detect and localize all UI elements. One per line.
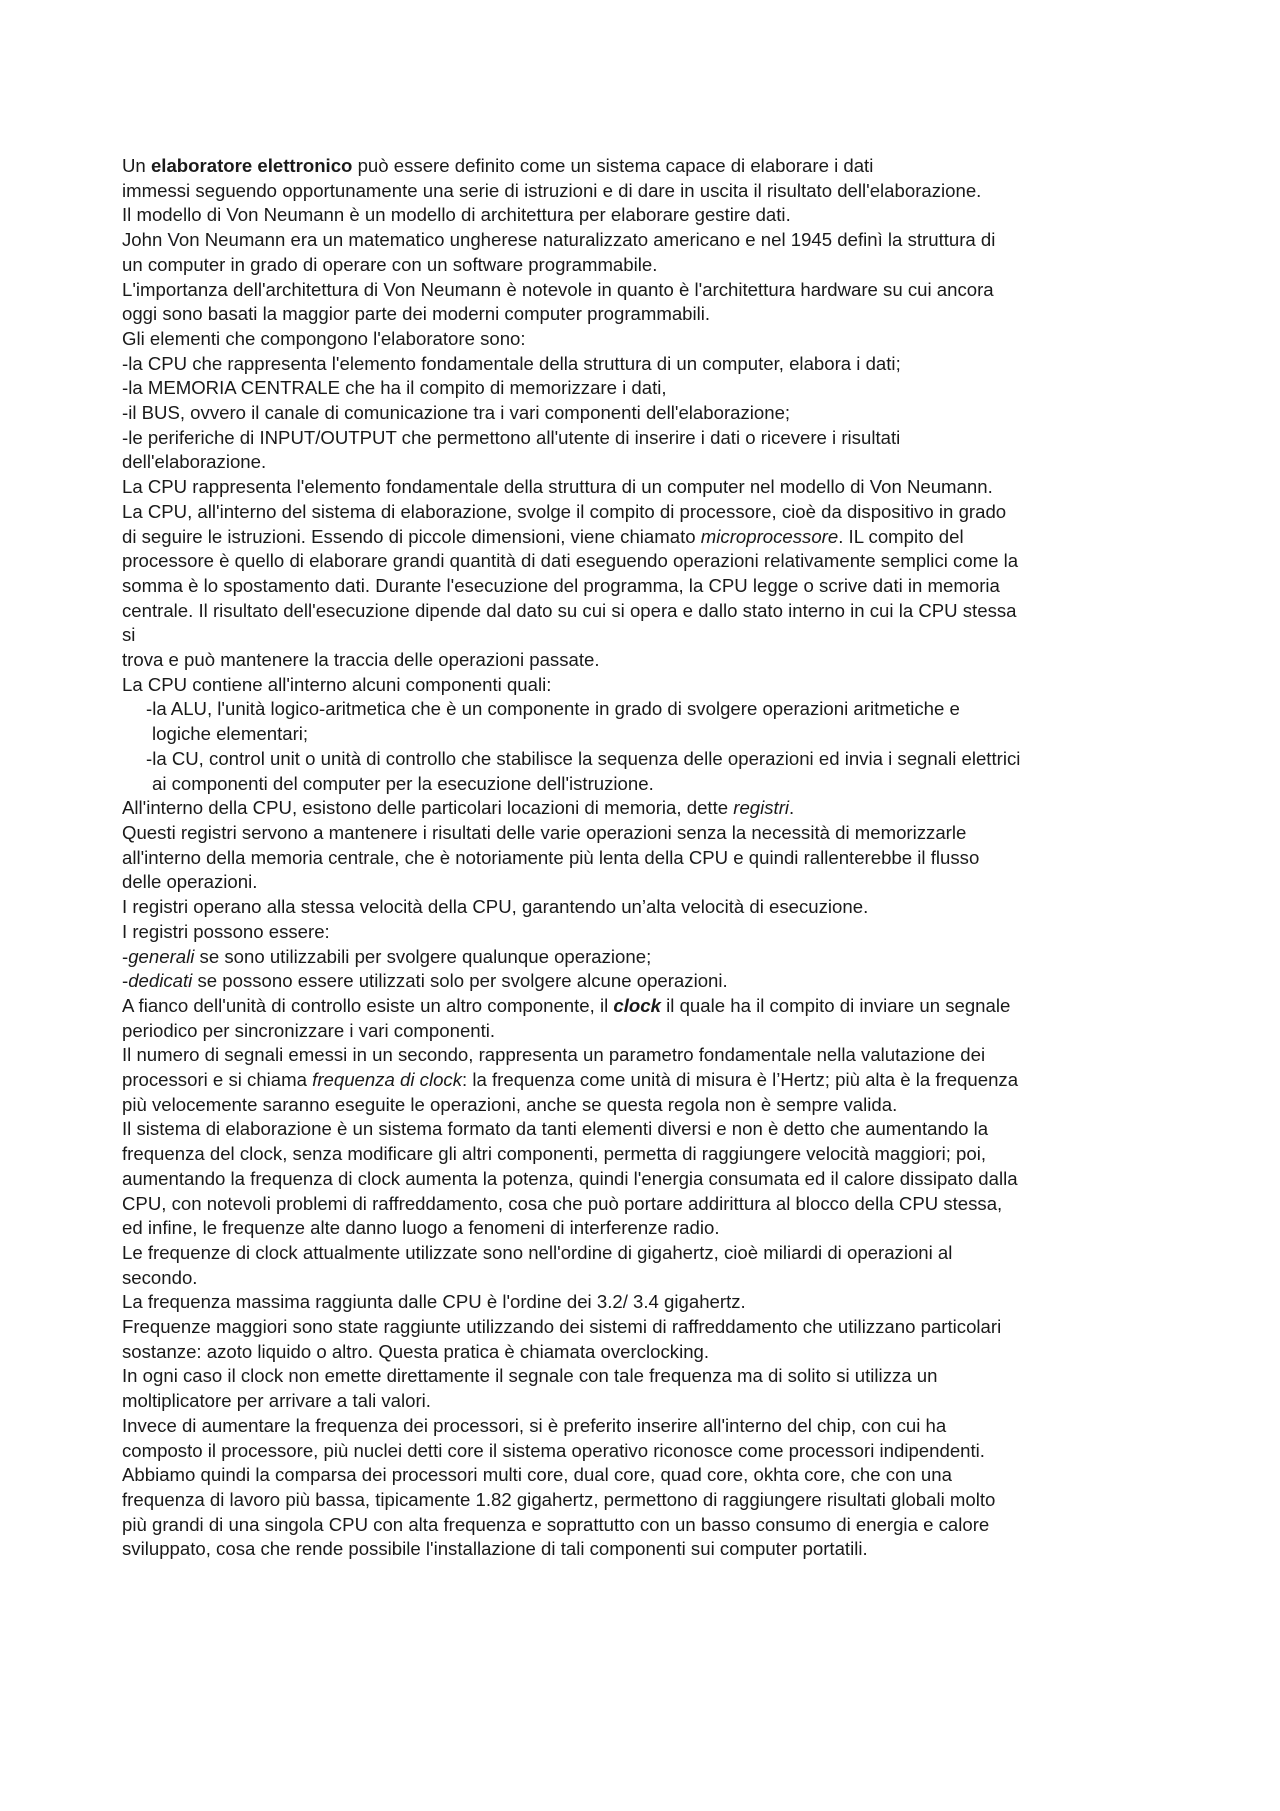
text-line: Il numero di segnali emessi in un secondo, rappresenta un parametro fondamentale nella valutazione dei <box>122 1044 986 1066</box>
text-line: La CPU rappresenta l'elemento fondamentale della struttura di un computer nel modello di Von Neumann. <box>122 476 993 498</box>
text-line: secondo. <box>122 1266 198 1288</box>
text-line: logiche elementari; <box>152 723 309 745</box>
text-line: Frequenze maggiori sono state raggiunte utilizzando dei sistemi di raffreddamento che utilizzano particolari <box>122 1316 1002 1338</box>
text-line: ed infine, le frequenze alte danno luogo a fenomeni di interferenze radio. <box>122 1217 720 1239</box>
text-run: di seguire le istruzioni. Essendo di piccole dimensioni, viene chiamato <box>122 525 701 547</box>
text-line: processore è quello di elaborare grandi quantità di dati eseguendo operazioni relativamente semplici come la <box>122 550 1019 572</box>
text-line: composto il processore, più nuclei detti core il sistema operativo riconosce come processori indipendenti. <box>122 1439 985 1461</box>
text-line: ai componenti del computer per la esecuzione dell'istruzione. <box>152 772 654 794</box>
text-run: : la frequenza come unità di misura è l’Hertz; più alta è la frequenza <box>462 1069 1019 1091</box>
text-line: John Von Neumann era un matematico ungherese naturalizzato americano e nel 1945 definì la struttura di <box>122 229 996 251</box>
text-line: -la CU, control unit o unità di controllo che stabilisce la sequenza delle operazioni ed invia i segnali elettrici <box>146 747 1021 769</box>
italic-term: dedicati <box>128 970 193 992</box>
text-line: più velocemente saranno eseguite le operazioni, anche se questa regola non è sempre valida. <box>122 1093 898 1115</box>
text-line: Abbiamo quindi la comparsa dei processori multi core, dual core, quad core, okhta core, che con una <box>122 1464 952 1486</box>
bold-italic-term: clock <box>613 994 661 1016</box>
bold-term <box>613 995 661 1016</box>
text-run: se possono essere utilizzati solo per svolgere alcune operazioni. <box>192 970 728 992</box>
text-line: Invece di aumentare la frequenza dei processori, si è preferito inserire all'interno del chip, con cui ha <box>122 1414 947 1436</box>
text-line: -il BUS, ovvero il canale di comunicazione tra i vari componenti dell'elaborazione; <box>122 402 791 424</box>
text-run: - <box>122 945 129 967</box>
text-line: -la MEMORIA CENTRALE che ha il compito di memorizzare i dati, <box>122 377 667 399</box>
italic-term: frequenza di clock <box>312 1069 463 1091</box>
text-line: si <box>122 624 136 646</box>
text-line: La CPU, all'interno del sistema di elaborazione, svolge il compito di processore, cioè da dispositivo in grado <box>122 500 1007 522</box>
text-line: più grandi di una singola CPU con alta frequenza e soprattutto con un basso consumo di energia e calore <box>122 1513 990 1535</box>
text-line: somma è lo spostamento dati. Durante l'esecuzione del programma, la CPU legge o scrive dati in memoria <box>122 574 1000 596</box>
text-line: L'importanza dell'architettura di Von Neumann è notevole in quanto è l'architettura hardware su cui ancora <box>122 278 994 300</box>
text-line: I registri operano alla stessa velocità della CPU, garantendo un’alta velocità di esecuzione. <box>122 896 869 918</box>
text-line <box>122 994 1172 1019</box>
text-line: Il modello di Von Neumann è un modello di architettura per elaborare gestire dati. <box>122 204 791 226</box>
text-line: sviluppato, cosa che rende possibile l'installazione di tali componenti sui computer portatili. <box>122 1538 868 1560</box>
text-line: Questi registri servono a mantenere i risultati delle varie operazioni senza la necessità di memorizzarle <box>122 821 967 843</box>
text-run: All'interno della CPU, esistono delle particolari locazioni di memoria, dette <box>122 797 734 819</box>
text-line: Gli elementi che compongono l'elaboratore sono: <box>122 327 526 349</box>
text-line: periodico per sincronizzare i vari componenti. <box>122 1019 496 1041</box>
text-run: il quale ha il compito di inviare un segnale <box>660 994 1011 1016</box>
italic-term: microprocessore <box>700 525 839 547</box>
text-line: aumentando la frequenza di clock aumenta la potenza, quindi l'energia consumata ed il calore dissipato dalla <box>122 1167 1018 1189</box>
text-line: La CPU contiene all'interno alcuni componenti quali: <box>122 673 552 695</box>
italic-term: registri <box>733 797 790 819</box>
text-run: . <box>789 797 795 819</box>
text-line: immessi seguendo opportunamente una serie di istruzioni e di dare in uscita il risultato dell'elaborazione. <box>122 179 982 201</box>
text-line <box>122 525 1172 550</box>
text-line: La frequenza massima raggiunta dalle CPU è l'ordine dei 3.2/ 3.4 gigahertz. <box>122 1291 746 1313</box>
text-line: -la CPU che rappresenta l'elemento fondamentale della struttura di un computer, elabora i dati; <box>122 352 901 374</box>
text-run: A fianco dell'unità di controllo esiste un altro componente, il <box>122 994 614 1016</box>
text-line: frequenza del clock, senza modificare gli altri componenti, permetta di raggiungere velocità maggiori; poi, <box>122 1143 987 1165</box>
text-line: un computer in grado di operare con un software programmabile. <box>122 253 658 275</box>
text-line <box>122 154 1172 179</box>
text-run: - <box>122 970 129 992</box>
text-line: sostanze: azoto liquido o altro. Questa pratica è chiamata overclocking. <box>122 1340 710 1362</box>
text-line: I registri possono essere: <box>122 920 330 942</box>
text-line: Le frequenze di clock attualmente utilizzate sono nell'ordine di gigahertz, cioè miliardi di operazioni al <box>122 1241 953 1263</box>
text-line: moltiplicatore per arrivare a tali valori. <box>122 1390 431 1412</box>
text-line: delle operazioni. <box>122 871 258 893</box>
text-line: -le periferiche di INPUT/OUTPUT che permettono all'utente di inserire i dati o ricevere i risultati <box>122 426 901 448</box>
text-line: oggi sono basati la maggior parte dei moderni computer programmabili. <box>122 303 711 325</box>
text-line <box>122 945 1172 970</box>
text-line <box>122 1068 1172 1093</box>
text-line: CPU, con notevoli problemi di raffreddamento, cosa che può portare addirittura al blocco della CPU stessa, <box>122 1192 1003 1214</box>
text-run: . IL compito del <box>838 525 964 547</box>
text-line: trova e può mantenere la traccia delle operazioni passate. <box>122 649 600 671</box>
text-run: può essere definito come un sistema capace di elaborare i dati <box>352 155 874 176</box>
text-line: all'interno della memoria centrale, che è notoriamente più lenta della CPU e quindi rallenterebbe il flusso <box>122 846 980 868</box>
text-run: Un <box>122 155 151 176</box>
text-line: In ogni caso il clock non emette direttamente il segnale con tale frequenza ma di solito si utilizza un <box>122 1365 938 1387</box>
text-line: frequenza di lavoro più bassa, tipicamente 1.82 gigahertz, permettono di raggiungere risultati globali molto <box>122 1488 996 1510</box>
text-line: Il sistema di elaborazione è un sistema formato da tanti elementi diversi e non è detto che aumentando la <box>122 1118 989 1140</box>
text-line <box>122 969 1172 994</box>
document-body <box>122 154 1172 1562</box>
bold-term: elaboratore elettronico <box>150 155 353 176</box>
text-line: dell'elaborazione. <box>122 451 267 473</box>
text-run: processori e si chiama <box>122 1069 313 1091</box>
text-line <box>122 796 1172 821</box>
text-run: se sono utilizzabili per svolgere qualunque operazione; <box>194 945 652 967</box>
italic-term: generali <box>128 945 195 967</box>
text-line: -la ALU, l'unità logico-aritmetica che è un componente in grado di svolgere operazioni aritmetiche e <box>146 698 960 720</box>
text-line: centrale. Il risultato dell'esecuzione dipende dal dato su cui si opera e dallo stato interno in cui la CPU stessa <box>122 599 1017 621</box>
